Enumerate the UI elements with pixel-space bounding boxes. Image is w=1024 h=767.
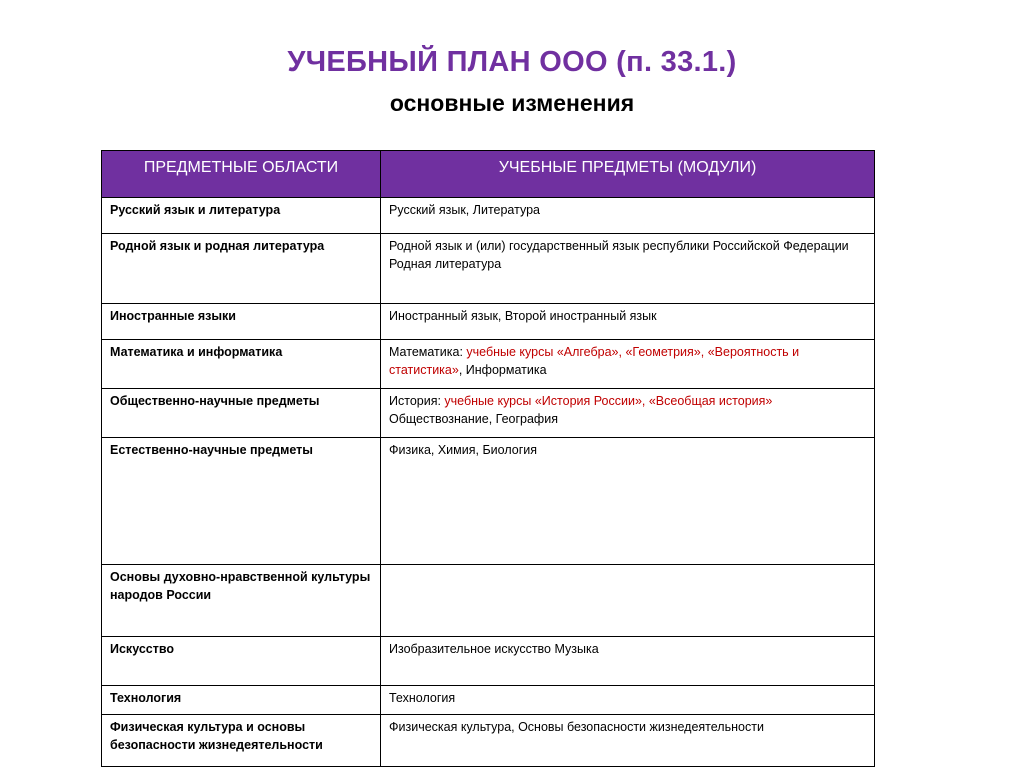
subjects-line xyxy=(389,343,866,379)
column-header-subjects: УЧЕБНЫЕ ПРЕДМЕТЫ (МОДУЛИ) xyxy=(381,151,875,198)
subjects-text: Технология xyxy=(389,691,456,705)
subjects-text: Физическая культура, Основы безопасности жизнедеятельности xyxy=(389,720,764,734)
table-row xyxy=(102,686,875,715)
subjects-line xyxy=(389,718,866,736)
subjects-text: Родной язык и (или) государственный язык республики Российской Федерации xyxy=(389,239,849,253)
table-row xyxy=(102,234,875,304)
table-row xyxy=(102,340,875,389)
subjects-cell xyxy=(381,438,875,565)
subjects-line xyxy=(389,392,866,410)
subjects-text: Русский язык, Литература xyxy=(389,203,540,217)
subjects-line xyxy=(389,640,866,658)
subjects-line xyxy=(389,237,866,255)
subjects-text: Иностранный язык, Второй иностранный язык xyxy=(389,309,657,323)
page-subtitle: основные изменения xyxy=(389,90,635,116)
subjects-cell xyxy=(381,389,875,438)
table-row xyxy=(102,198,875,234)
table-row xyxy=(102,637,875,686)
subjects-line xyxy=(389,410,866,428)
subjects-line xyxy=(389,201,866,219)
subjects-cell xyxy=(381,637,875,686)
subjects-line xyxy=(389,255,866,273)
highlighted-courses-text: учебные курсы «История России», «Всеобщая история» xyxy=(444,394,773,408)
highlighted-courses-text: учебные курсы «Алгебра», «Геометрия», «Вероятность и статистика» xyxy=(389,345,800,377)
subjects-cell xyxy=(381,715,875,767)
table-body xyxy=(102,198,875,767)
subjects-text: Обществознание, География xyxy=(389,412,558,426)
subjects-text: Родная литература xyxy=(389,257,502,271)
table-row xyxy=(102,438,875,565)
subject-area-cell: Естественно-научные предметы xyxy=(102,438,381,565)
table-row xyxy=(102,389,875,438)
curriculum-table xyxy=(101,150,875,767)
subject-area-cell: Технология xyxy=(102,686,381,715)
subject-area-cell: Искусство xyxy=(102,637,381,686)
subjects-cell xyxy=(381,234,875,304)
subjects-text: Математика: xyxy=(389,345,467,359)
subject-area-cell: Иностранные языки xyxy=(102,304,381,340)
table-row xyxy=(102,715,875,767)
subject-area-cell: Русский язык и литература xyxy=(102,198,381,234)
subjects-cell xyxy=(381,686,875,715)
table-header-row xyxy=(102,151,875,198)
subjects-text: Изобразительное искусство Музыка xyxy=(389,642,599,656)
subjects-cell xyxy=(381,198,875,234)
page-title: УЧЕБНЫЙ ПЛАН ООО (п. 33.1.) xyxy=(287,46,737,78)
subject-area-cell: Основы духовно-нравственной культуры народов России xyxy=(102,565,381,637)
subject-area-cell: Общественно-научные предметы xyxy=(102,389,381,438)
subject-area-cell: Физическая культура и основы безопасности жизнедеятельности xyxy=(102,715,381,767)
subjects-line xyxy=(389,689,866,707)
subjects-text: История: xyxy=(389,394,445,408)
subjects-cell xyxy=(381,565,875,637)
subject-area-cell: Математика и информатика xyxy=(102,340,381,389)
subjects-line xyxy=(389,307,866,325)
subjects-text: Физика, Химия, Биология xyxy=(389,443,538,457)
column-header-areas: ПРЕДМЕТНЫЕ ОБЛАСТИ xyxy=(102,151,381,198)
table-row xyxy=(102,304,875,340)
subjects-cell xyxy=(381,304,875,340)
subjects-line xyxy=(389,441,866,459)
subjects-cell xyxy=(381,340,875,389)
subject-area-cell: Родной язык и родная литература xyxy=(102,234,381,304)
table-row xyxy=(102,565,875,637)
subjects-text: , Информатика xyxy=(458,363,547,377)
